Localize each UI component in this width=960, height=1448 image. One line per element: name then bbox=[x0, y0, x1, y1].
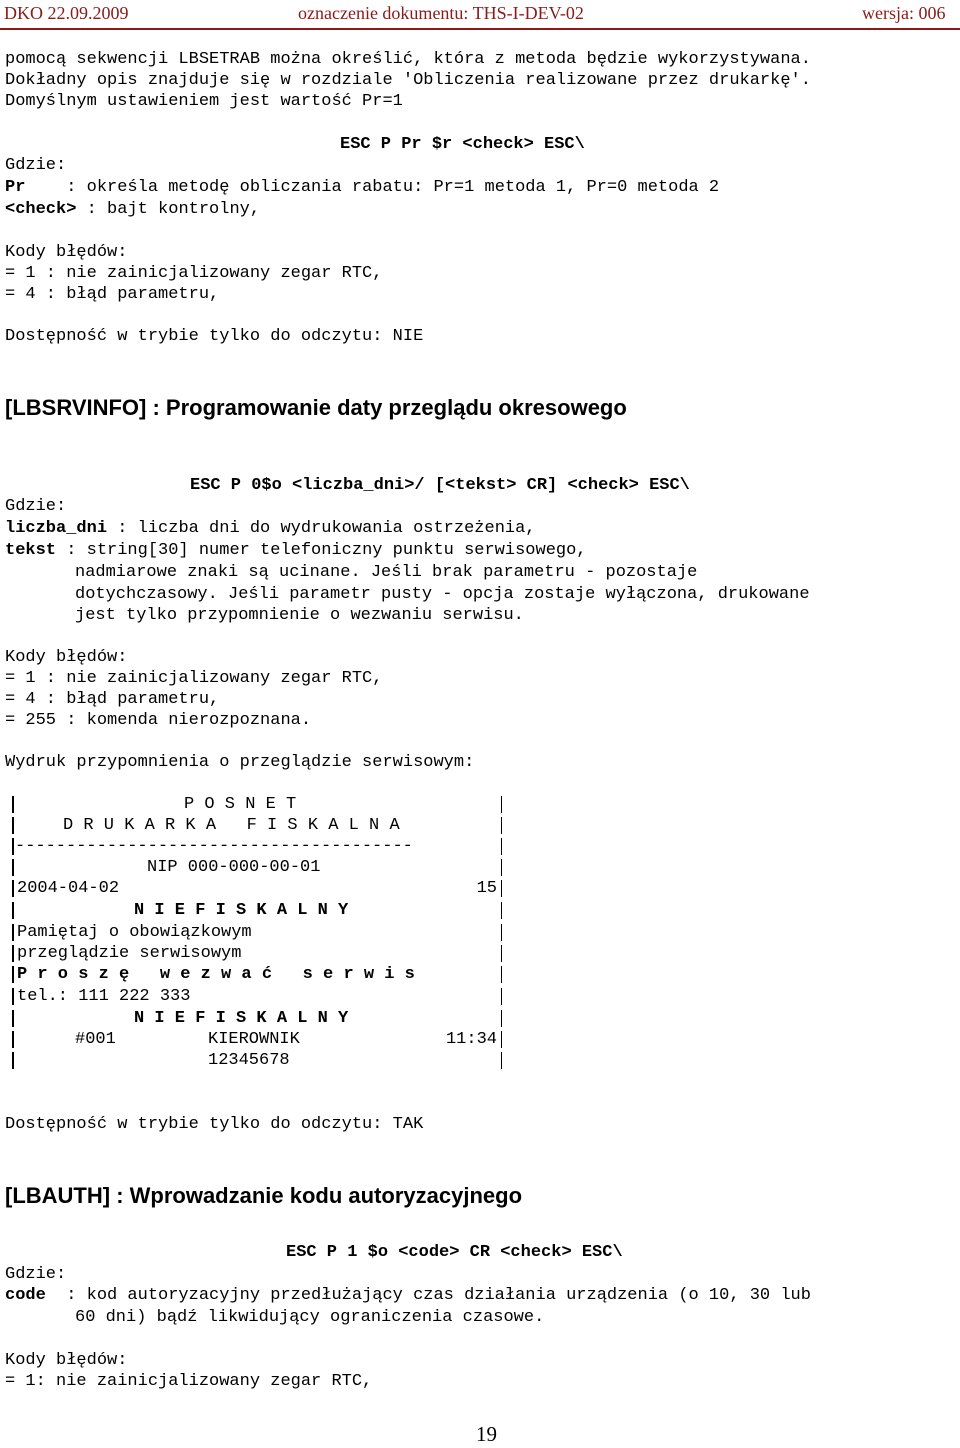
error-codes-label: Kody błędów: bbox=[5, 648, 128, 667]
receipt-line bbox=[12, 836, 502, 857]
receipt-divider: --------------------------------------- bbox=[15, 837, 413, 856]
error-code-item: = 255 : komenda nierozpoznana. bbox=[5, 711, 312, 730]
param-desc: : string[30] numer telefoniczny punktu serwisowego, bbox=[56, 541, 587, 560]
availability-note: Dostępność w trybie tylko do odczytu: NIE bbox=[5, 327, 424, 346]
receipt-time: 11:34 bbox=[445, 1030, 497, 1049]
param-name: liczba_dni bbox=[5, 519, 108, 538]
printout-label: Wydruk przypomnienia o przeglądzie serwisowym: bbox=[5, 753, 475, 772]
error-code-item: = 4 : błąd parametru, bbox=[5, 690, 220, 709]
receipt-date: 2004-04-02 bbox=[17, 879, 120, 898]
receipt-line bbox=[12, 922, 502, 943]
receipt-line bbox=[12, 857, 502, 878]
gdzie-label: Gdzie: bbox=[5, 156, 67, 175]
receipt-line bbox=[12, 878, 502, 899]
param-row bbox=[5, 518, 536, 539]
section-heading: [LBSRVINFO] : Programowanie daty przeglądu okresowego bbox=[5, 395, 627, 420]
param-row bbox=[5, 540, 587, 561]
receipt-line bbox=[12, 986, 502, 1007]
intro-line-1: pomocą sekwencji LBSETRAB można określić, która z metoda będzie wykorzystywana. bbox=[5, 50, 811, 69]
receipt-line bbox=[12, 964, 502, 985]
param-desc: : liczba dni do wydrukowania ostrzeżenia, bbox=[107, 519, 536, 538]
receipt-reminder: Pamiętaj o obowiązkowym bbox=[17, 923, 252, 942]
receipt-line bbox=[12, 794, 502, 815]
header-rule bbox=[0, 28, 960, 30]
receipt-call-service: P r o s z ę w e z w a ć s e r w i s bbox=[17, 965, 415, 984]
receipt-line bbox=[12, 1050, 502, 1071]
intro-line-2: Dokładny opis znajduje się w rozdziale 'Obliczenia realizowane przez drukarkę'. bbox=[5, 71, 811, 90]
error-code-item: = 1 : nie zainicjalizowany zegar RTC, bbox=[5, 669, 383, 688]
gdzie-label: Gdzie: bbox=[5, 1265, 67, 1284]
param-desc-continuation: jest tylko przypomnienie o wezwaniu serwisu. bbox=[75, 606, 524, 625]
param-row bbox=[5, 1285, 811, 1306]
param-name: tekst bbox=[5, 541, 57, 560]
receipt-reminder: przeglądzie serwisowym bbox=[17, 944, 242, 963]
param-name: code bbox=[5, 1286, 46, 1305]
header-version: wersja: 006 bbox=[862, 3, 946, 23]
param-name: <check> bbox=[5, 200, 77, 219]
header-date: DKO 22.09.2009 bbox=[4, 3, 129, 23]
receipt-device-type: D R U K A R K A F I S K A L N A bbox=[63, 816, 400, 835]
receipt-serial: 12345678 bbox=[208, 1051, 290, 1070]
error-codes-label: Kody błędów: bbox=[5, 1351, 128, 1370]
param-desc-continuation: 60 dni) bądź likwidujący ograniczenia czasowe. bbox=[75, 1308, 545, 1327]
receipt-cashier: KIEROWNIK bbox=[208, 1030, 300, 1049]
section-heading: [LBAUTH] : Wprowadzanie kodu autoryzacyjnego bbox=[5, 1183, 523, 1208]
command-syntax: ESC P Pr $r <check> ESC\ bbox=[340, 135, 585, 154]
receipt-line bbox=[12, 1008, 502, 1029]
error-code-item: = 1 : nie zainicjalizowany zegar RTC, bbox=[5, 264, 383, 283]
param-desc-continuation: dotychczasowy. Jeśli parametr pusty - opcja zostaje wyłączona, drukowane bbox=[75, 585, 810, 604]
param-desc: : określa metodę obliczania rabatu: Pr=1 metoda 1, Pr=0 metoda 2 bbox=[66, 178, 720, 197]
param-name: Pr bbox=[5, 178, 26, 197]
param-desc: : kod autoryzacyjny przedłużający czas działania urządzenia (o 10, 30 lub bbox=[45, 1286, 811, 1305]
receipt-line bbox=[12, 815, 502, 836]
receipt-nip: NIP 000-000-00-01 bbox=[147, 858, 321, 877]
error-codes-label: Kody błędów: bbox=[5, 243, 128, 262]
receipt-phone: tel.: 111 222 333 bbox=[17, 987, 191, 1006]
intro-line-3: Domyślnym ustawieniem jest wartość Pr=1 bbox=[5, 92, 403, 111]
receipt-nonfiscal: N I E F I S K A L N Y bbox=[134, 901, 349, 920]
param-row bbox=[5, 199, 260, 220]
receipt-number: 15 bbox=[476, 879, 497, 898]
receipt-nonfiscal: N I E F I S K A L N Y bbox=[134, 1009, 349, 1028]
param-desc-continuation: nadmiarowe znaki są ucinane. Jeśli brak parametru - pozostaje bbox=[75, 563, 698, 582]
param-row bbox=[5, 177, 719, 198]
error-code-item: = 1: nie zainicjalizowany zegar RTC, bbox=[5, 1372, 373, 1391]
command-syntax: ESC P 1 $o <code> CR <check> ESC\ bbox=[286, 1243, 623, 1262]
header-document-id: oznaczenie dokumentu: THS-I-DEV-02 bbox=[298, 3, 584, 23]
receipt-line bbox=[12, 1029, 502, 1050]
receipt-line bbox=[12, 943, 502, 964]
availability-note: Dostępność w trybie tylko do odczytu: TAK bbox=[5, 1115, 424, 1134]
receipt-number-id: #001 bbox=[75, 1030, 116, 1049]
error-code-item: = 4 : błąd parametru, bbox=[5, 285, 220, 304]
page-number: 19 bbox=[476, 1422, 497, 1446]
param-desc: : bajt kontrolny, bbox=[86, 200, 261, 219]
receipt-brand: P O S N E T bbox=[184, 795, 297, 814]
command-syntax: ESC P 0$o <liczba_dni>/ [<tekst> CR] <check> ESC\ bbox=[190, 476, 690, 495]
gdzie-label: Gdzie: bbox=[5, 497, 67, 516]
receipt-line bbox=[12, 900, 502, 921]
